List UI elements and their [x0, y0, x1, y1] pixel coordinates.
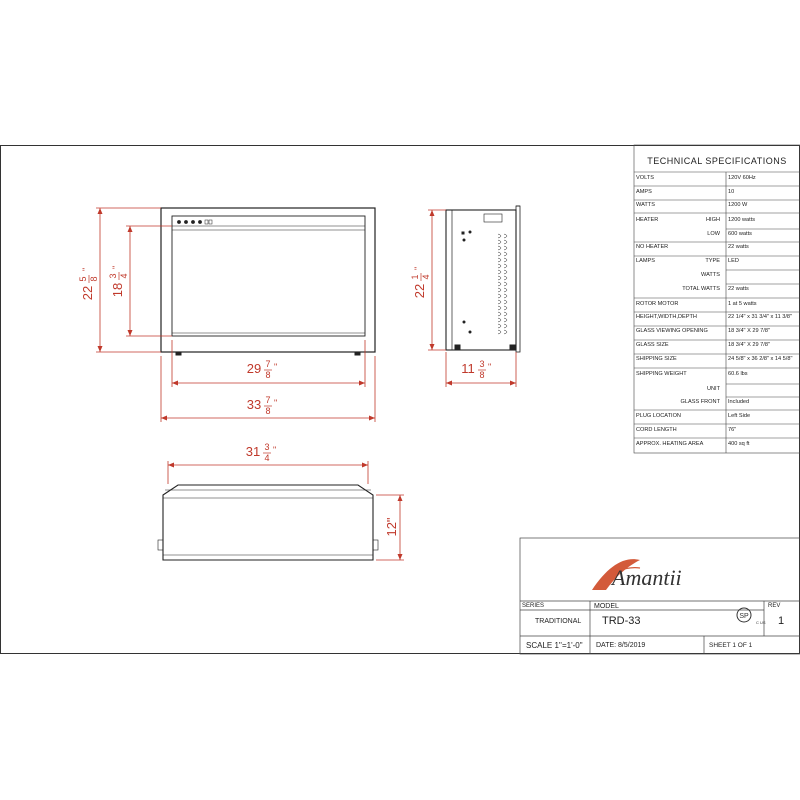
svg-text:12": 12" [384, 517, 399, 537]
spec-value: 60.6 lbs [728, 371, 748, 377]
spec-sublabel: HIGH [706, 217, 720, 223]
front-width-label [247, 395, 277, 416]
svg-text:8: 8 [265, 370, 271, 380]
series-value: TRADITIONAL [535, 618, 582, 625]
svg-text:1: 1 [410, 274, 420, 280]
svg-text:4: 4 [119, 273, 129, 279]
svg-text:33: 33 [246, 397, 262, 412]
svg-text:31: 31 [245, 444, 261, 459]
csa-mark [737, 608, 766, 625]
spec-value: 76" [728, 427, 737, 433]
front-dimension-arrows [98, 208, 376, 421]
spec-value: 1200 W [728, 202, 748, 208]
spec-label: SHIPPING WEIGHT [636, 371, 687, 377]
spec-table-title: TECHNICAL SPECIFICATIONS [647, 156, 787, 166]
svg-text:8: 8 [265, 406, 271, 416]
svg-text:3: 3 [264, 442, 270, 452]
spec-label: WATTS [636, 202, 655, 208]
svg-text:": " [413, 266, 423, 270]
spec-sublabel: TOTAL WATTS [682, 286, 720, 292]
svg-text:7: 7 [265, 395, 271, 405]
spec-label: AMPS [636, 189, 652, 195]
side-depth-label [461, 359, 491, 380]
spec-sublabel: TYPE [705, 258, 720, 264]
amantii-logo [592, 559, 682, 590]
spec-label: PLUG LOCATION [636, 413, 681, 419]
svg-text:8: 8 [479, 370, 485, 380]
svg-text:8: 8 [89, 276, 99, 282]
spec-label: GLASS VIEWING OPENING [636, 328, 708, 334]
front-view [161, 208, 375, 355]
spec-value: 600 watts [728, 231, 752, 237]
spec-label: NO HEATER [636, 244, 669, 250]
svg-text:": " [273, 445, 277, 455]
front-height-label [78, 268, 99, 300]
spec-label: APPROX. HEATING AREA [636, 441, 704, 447]
side-view [446, 206, 520, 352]
spec-value: 1200 watts [728, 217, 756, 223]
svg-text:": " [81, 267, 91, 271]
svg-text:29: 29 [246, 361, 262, 376]
top-dimension-lines [168, 461, 404, 560]
model-value: TRD-33 [602, 615, 641, 627]
svg-text:": " [274, 362, 278, 372]
spec-label: ROTOR MOTOR [636, 301, 679, 307]
svg-text:7: 7 [265, 359, 271, 369]
top-view [158, 485, 378, 560]
spec-value: 400 sq ft [728, 441, 750, 447]
svg-text:": " [274, 398, 278, 408]
spec-value: 10 [728, 189, 735, 195]
svg-text:11: 11 [461, 361, 475, 376]
spec-value: 18 3/4" X 29 7/8" [728, 342, 770, 348]
spec-label: SHIPPING SIZE [636, 356, 677, 362]
svg-text:5: 5 [78, 276, 88, 282]
svg-text:Amantii: Amantii [612, 565, 682, 590]
spec-value: 22 watts [728, 286, 749, 292]
svg-text:4: 4 [264, 453, 270, 463]
scale-label: SCALE 1''=1'-0" [526, 641, 583, 650]
spec-label: HEIGHT,WIDTH,DEPTH [636, 314, 697, 320]
spec-value: 24 5/8" x 36 2/8" x 14 5/8" [728, 356, 793, 362]
svg-text:SP: SP [739, 613, 749, 620]
spec-value: 1 at 5 watts [728, 301, 757, 307]
spec-value: 22 watts [728, 244, 749, 250]
spec-label: GLASS SIZE [636, 342, 669, 348]
title-block-grid [520, 538, 800, 654]
spec-sublabel: WATTS [701, 272, 720, 278]
svg-text:22: 22 [412, 283, 427, 299]
front-dimension-lines [96, 208, 375, 422]
spec-label: LAMPS [636, 258, 655, 264]
top-width-label [246, 442, 276, 463]
spec-value: LED [728, 258, 739, 264]
svg-text:22: 22 [80, 285, 95, 301]
spec-value: 18 3/4" X 29 7/8" [728, 328, 770, 334]
spec-label: CORD LENGTH [636, 427, 677, 433]
svg-text:3: 3 [479, 359, 485, 369]
spec-label: VOLTS [636, 175, 654, 181]
top-depth-label [384, 517, 399, 536]
svg-text:": " [488, 362, 492, 372]
vent-slots [498, 234, 507, 334]
glass-width-label [247, 359, 277, 380]
spec-value: 22 1/4" x 31 3/4" x 11 3/8" [728, 314, 793, 320]
svg-text:": " [111, 265, 121, 269]
date-label: DATE: 8/5/2019 [596, 642, 646, 649]
rev-value: 1 [778, 615, 785, 627]
svg-text:4: 4 [421, 274, 431, 280]
rev-label: REV [768, 603, 781, 609]
svg-text:18: 18 [110, 282, 125, 298]
svg-text:3: 3 [108, 273, 118, 279]
top-dimension-arrows [168, 463, 403, 561]
spec-value: Left Side [728, 413, 751, 419]
side-height-label [410, 267, 431, 298]
spec-label: HEATER [636, 217, 659, 223]
glass-height-label [108, 266, 129, 297]
side-dimension-arrows [430, 210, 517, 386]
series-label: SERIES [522, 603, 545, 609]
spec-sublabel: GLASS FRONT [680, 399, 720, 405]
spec-value: Included [728, 399, 750, 405]
svg-text:C US: C US [756, 620, 766, 625]
spec-sublabel: LOW [707, 231, 720, 237]
spec-sublabel: UNIT [706, 386, 720, 392]
spec-table-grid [634, 145, 800, 453]
spec-value: 120V 60Hz [728, 175, 756, 181]
model-label: MODEL [594, 603, 619, 610]
sheet-label: SHEET 1 OF 1 [709, 642, 753, 649]
